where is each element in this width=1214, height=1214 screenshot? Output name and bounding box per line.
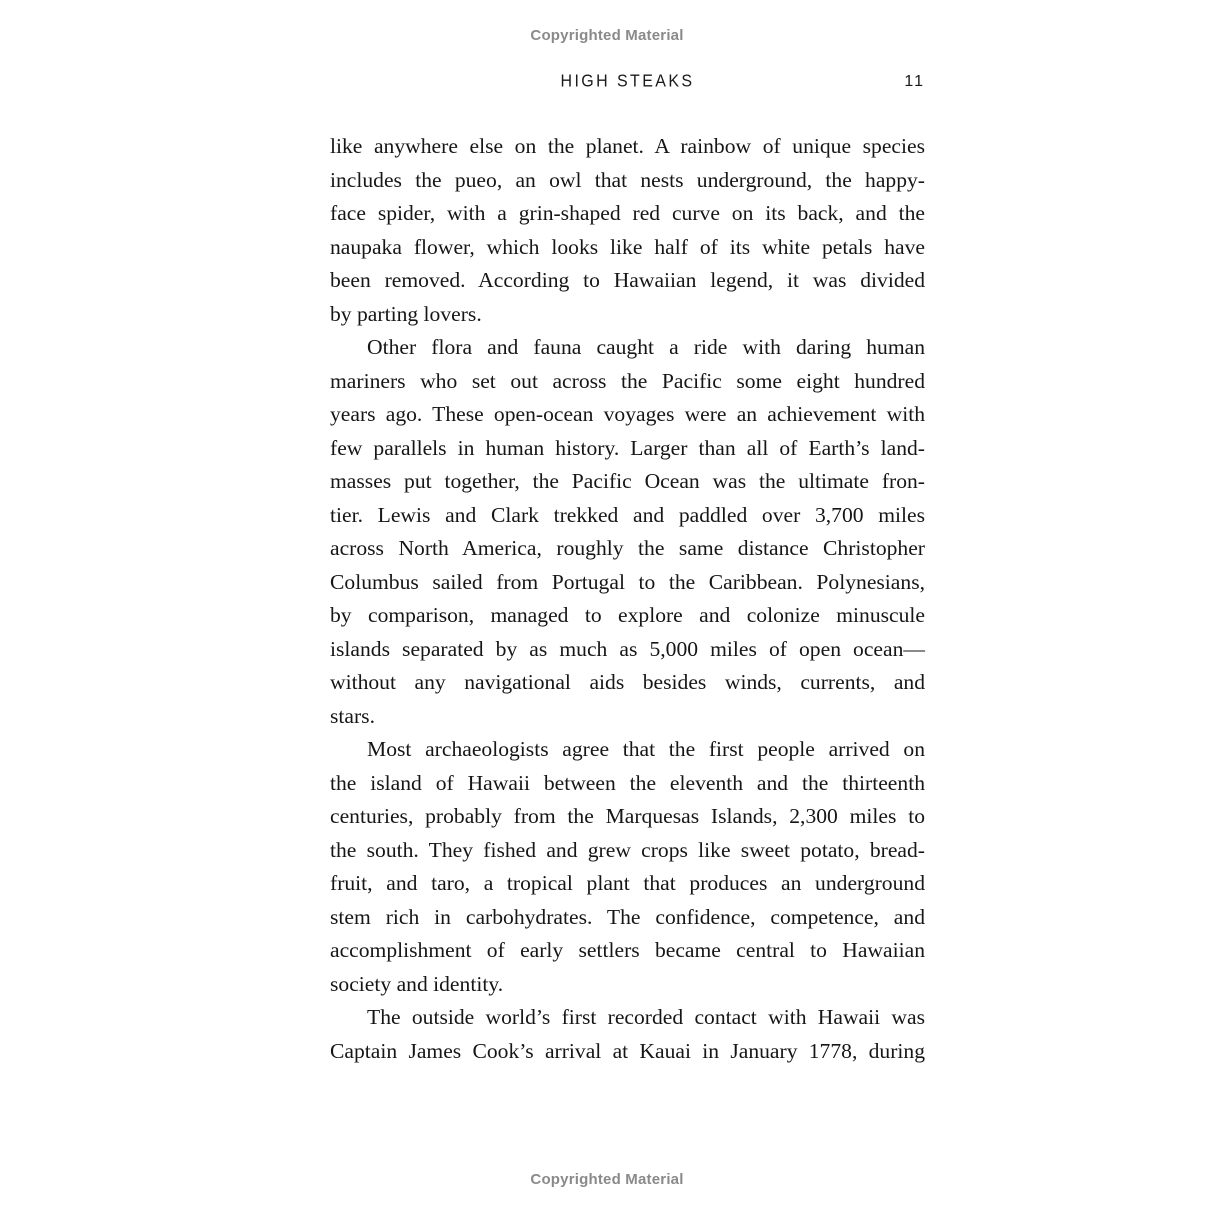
text-line: stem rich in carbohydrates. The confidence, competence, and [330,904,925,929]
text-line: without any navigational aids besides winds, currents, and [330,670,925,694]
running-title: HIGH STEAKS [560,72,695,91]
running-header [330,73,925,95]
text-line: mariners who set out across the Pacific some eight hundred [330,368,925,393]
text-line: the south. They fished and grew crops like sweet potato, bread- [330,837,925,862]
text-line: Most archaeologists agree that the first people arrived on [367,737,925,761]
page-number: 11 [904,73,925,90]
paragraph [330,1001,925,1068]
text-line: accomplishment of early settlers became central to Hawaiian [330,938,925,962]
text-line: fruit, and taro, a tropical plant that produces an underground [330,871,925,895]
text-line: the island of Hawaii between the eleventh and the thirteenth [330,770,925,795]
body-text [330,130,925,1068]
text-line: The outside world’s first recorded contact with Hawaii was [367,1005,925,1029]
text-line: islands separated by as much as 5,000 miles of open ocean— [330,636,925,661]
text-line: like anywhere else on the planet. A rainbow of unique species [330,134,925,158]
text-line: been removed. According to Hawaiian legend, it was divided [330,268,925,292]
text-line: Columbus sailed from Portugal to the Caribbean. Polynesians, [330,569,925,594]
text-line: by parting lovers. [330,301,482,326]
copyright-watermark-top: Copyrighted Material [530,27,684,44]
text-line: society and identity. [330,971,504,996]
text-line: includes the pueo, an owl that nests underground, the happy- [330,167,925,192]
text-line: masses put together, the Pacific Ocean was the ultimate fron- [330,469,925,493]
paragraph [330,733,925,1001]
text-line: Other flora and fauna caught a ride with daring human [367,335,925,359]
text-line: years ago. These open-ocean voyages were an achievement with [330,402,925,426]
paragraph [330,331,925,733]
text-line: Captain James Cook’s arrival at Kauai in January 1778, during [330,1038,925,1063]
text-line: tier. Lewis and Clark trekked and paddled over 3,700 miles [330,502,925,527]
text-line: stars. [330,703,375,728]
copyright-watermark-bottom: Copyrighted Material [530,1171,684,1188]
text-line: few parallels in human history. Larger than all of Earth’s land- [330,435,925,460]
text-line: centuries, probably from the Marquesas Islands, 2,300 miles to [330,804,925,828]
paragraph [330,130,925,331]
text-line: naupaka flower, which looks like half of its white petals have [330,234,925,259]
text-line: across North America, roughly the same distance Christopher [330,536,925,560]
text-line: face spider, with a grin-shaped red curve on its back, and the [330,201,925,225]
text-line: by comparison, managed to explore and colonize minuscule [330,603,925,627]
